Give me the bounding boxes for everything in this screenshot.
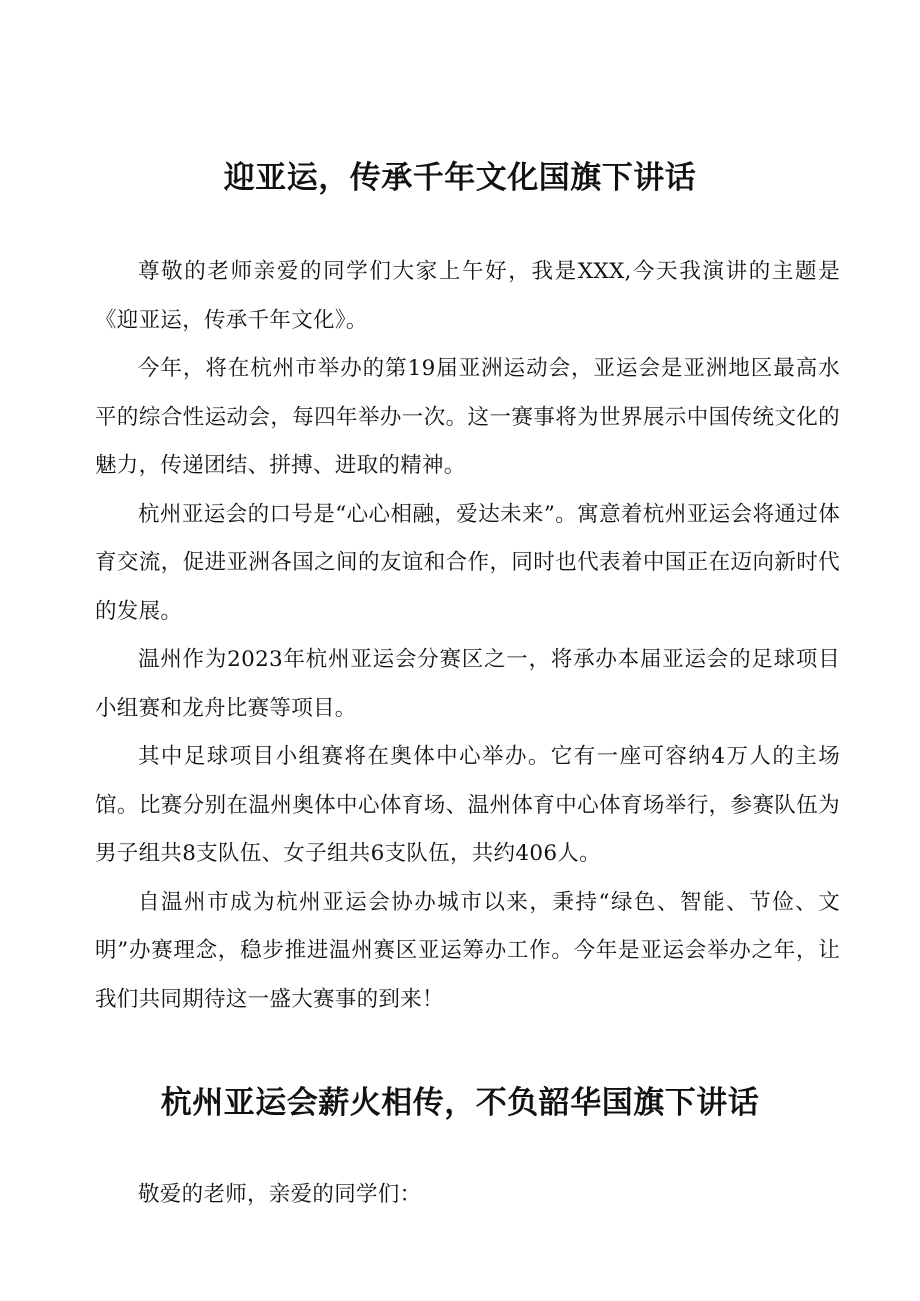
paragraph: 自温州市成为杭州亚运会协办城市以来，秉持“绿色、智能、节俭、文明”办赛理念，稳步推进温州赛区亚运筹办工作。今年是亚运会举办之年，让我们共同期待这一盛大赛事的到来！: [95, 889, 840, 1012]
speech-body-1: [95, 248, 840, 1024]
paragraph: 杭州亚运会的口号是“心心相融，爱达未来”。寓意着杭州亚运会将通过体育交流，促进亚洲各国之间的友谊和合作，同时也代表着中国正在迈向新时代的发展。: [95, 501, 840, 624]
speech-body-2: [95, 1171, 840, 1220]
paragraph: 温州作为2023年杭州亚运会分赛区之一，将承办本届亚运会的足球项目小组赛和龙舟比赛等项目。: [95, 647, 840, 721]
speech-title-2: 杭州亚运会薪火相传，不负韶华国旗下讲话: [160, 1085, 760, 1121]
paragraph: 其中足球项目小组赛将在奥体中心举办。它有一座可容纳4万人的主场馆。比赛分别在温州奥体中心体育场、温州体育中心体育场举行，参赛队伍为男子组共8支队伍、女子组共6支队伍，共约406人。: [95, 744, 840, 866]
speech-title-1: 迎亚运，传承千年文化国旗下讲话: [223, 160, 697, 196]
paragraph: 敬爱的老师，亲爱的同学们：: [138, 1182, 422, 1207]
paragraph: 尊敬的老师亲爱的同学们大家上午好，我是XXX,今天我演讲的主题是《迎亚运，传承千年文化》。: [95, 259, 840, 333]
paragraph: 今年，将在杭州市举办的第19届亚洲运动会，亚运会是亚洲地区最高水平的综合性运动会，每四年举办一次。这一赛事将为世界展示中国传统文化的魅力，传递团结、拼搏、进取的精神。: [95, 356, 840, 478]
